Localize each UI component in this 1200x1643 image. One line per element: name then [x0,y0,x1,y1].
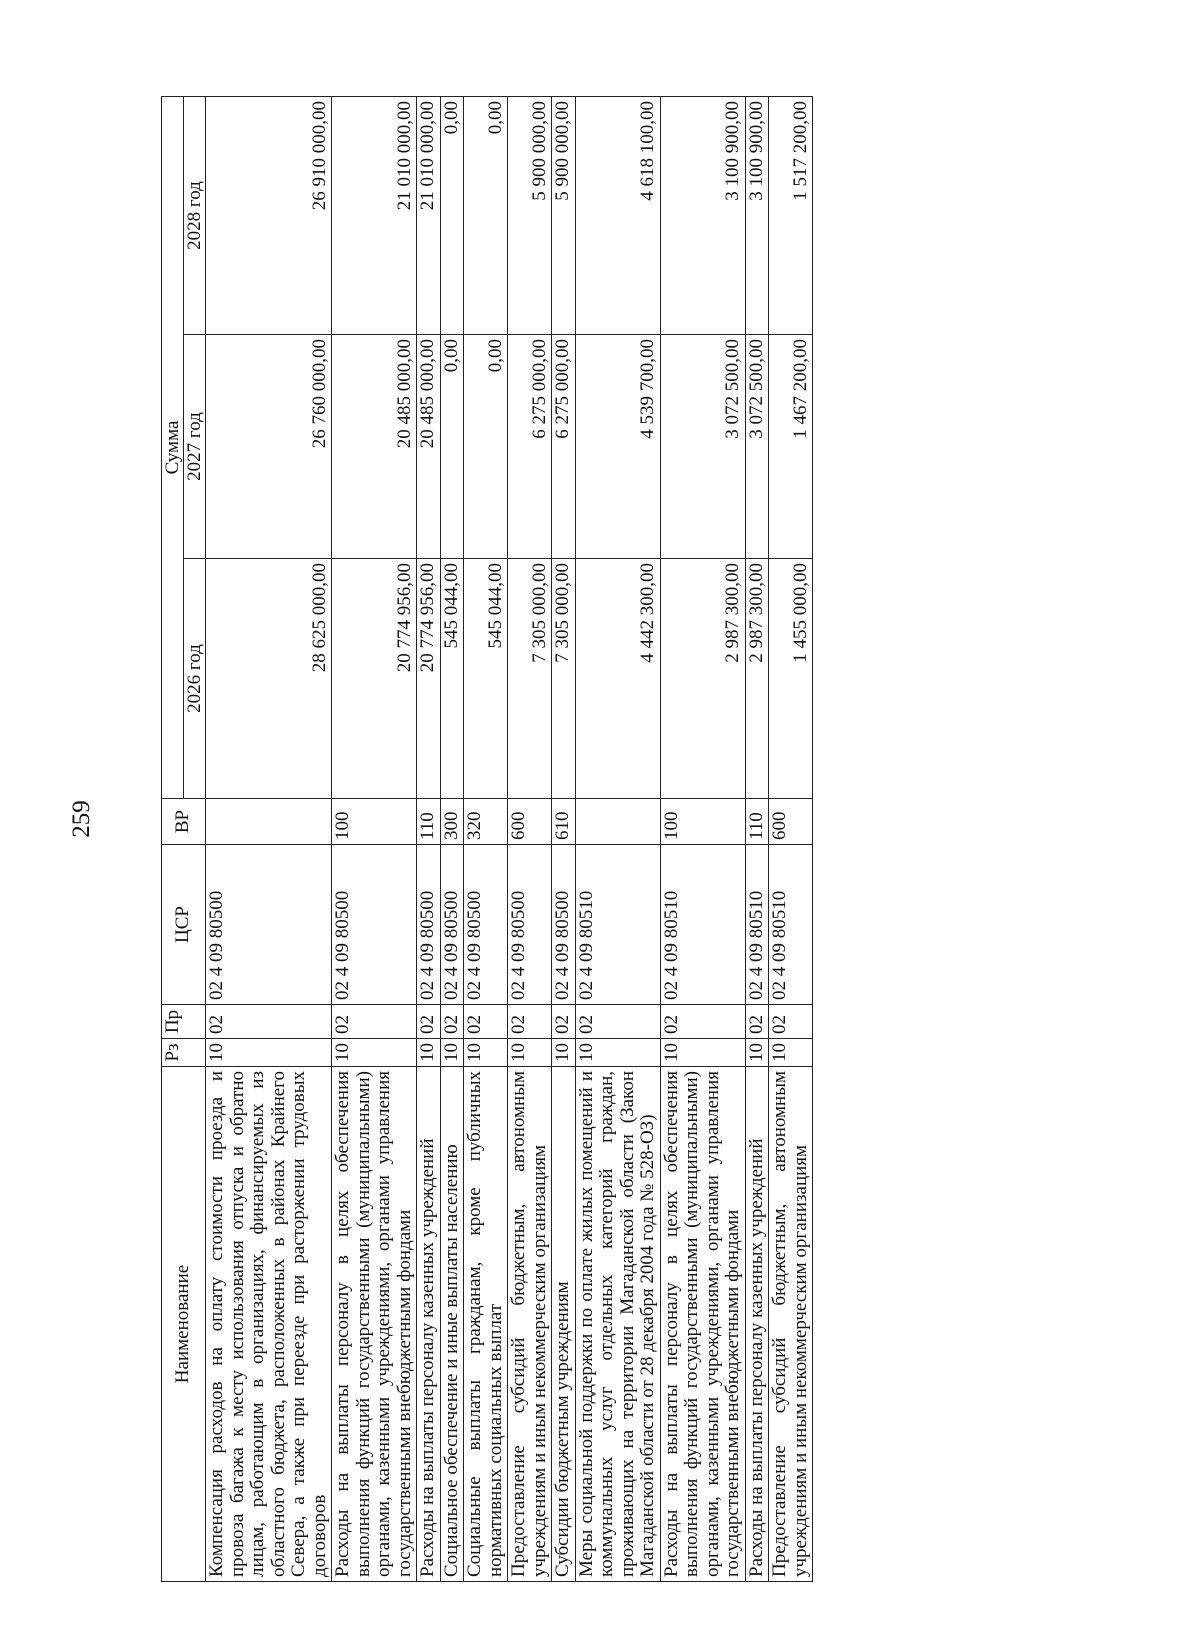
cell-csr: 02 4 09 80510 [575,845,660,1005]
cell-y2027: 0,00 [440,335,464,559]
header-row-1 [162,97,184,1582]
cell-y2028: 5 900 000,00 [508,97,552,335]
cell-vr: 300 [440,799,464,845]
header-csr: ЦСР [162,845,206,1005]
table-row [660,97,745,1582]
cell-y2028: 4 618 100,00 [575,97,660,335]
cell-vr [575,799,660,845]
cell-rz: 10 [206,1039,332,1067]
cell-y2027: 4 539 700,00 [575,335,660,559]
cell-name: Социальное обеспечение и иные выплаты населению [440,1067,464,1582]
cell-csr: 02 4 09 80510 [769,845,813,1005]
cell-y2026: 20 774 956,00 [417,559,441,799]
cell-pr: 02 [332,1005,417,1039]
table-row [769,97,813,1582]
cell-pr: 02 [660,1005,745,1039]
table-row [464,97,508,1582]
cell-y2028: 3 100 900,00 [745,97,769,335]
cell-name: Расходы на выплаты персоналу казенных учреждений [745,1067,769,1582]
cell-y2027: 6 275 000,00 [508,335,552,559]
cell-y2027: 1 467 200,00 [769,335,813,559]
cell-pr: 02 [552,1005,576,1039]
cell-y2026: 28 625 000,00 [206,559,332,799]
cell-name: Расходы на выплаты персоналу казенных учреждений [417,1067,441,1582]
table-body [206,97,813,1582]
header-rz: Рз [162,1039,206,1067]
cell-csr: 02 4 09 80500 [206,845,332,1005]
cell-csr: 02 4 09 80510 [745,845,769,1005]
cell-rz: 10 [332,1039,417,1067]
cell-rz: 10 [440,1039,464,1067]
cell-vr: 100 [332,799,417,845]
cell-y2028: 26 910 000,00 [206,97,332,335]
table-row [440,97,464,1582]
cell-y2028: 21 010 000,00 [332,97,417,335]
cell-pr: 02 [417,1005,441,1039]
cell-pr: 02 [440,1005,464,1039]
cell-name: Предоставление субсидий бюджетным, автономным учреждениям и иным некоммерческим организациям [769,1067,813,1582]
cell-y2026: 2 987 300,00 [745,559,769,799]
cell-pr: 02 [769,1005,813,1039]
header-sum: Сумма [162,97,184,799]
cell-y2026: 545 044,00 [464,559,508,799]
table-row [575,97,660,1582]
cell-vr: 110 [745,799,769,845]
cell-rz: 10 [660,1039,745,1067]
table-row [206,97,332,1582]
cell-vr: 100 [660,799,745,845]
cell-y2026: 7 305 000,00 [552,559,576,799]
table-row [508,97,552,1582]
cell-rz: 10 [508,1039,552,1067]
cell-name: Социальные выплаты гражданам, кроме публичных нормативных социальных выплат [464,1067,508,1582]
cell-y2027: 20 485 000,00 [332,335,417,559]
cell-y2026: 20 774 956,00 [332,559,417,799]
header-2026: 2026 год [184,559,206,799]
cell-vr [206,799,332,845]
cell-y2028: 1 517 200,00 [769,97,813,335]
cell-csr: 02 4 09 80500 [508,845,552,1005]
cell-rz: 10 [417,1039,441,1067]
page-number: 259 [68,800,95,838]
cell-name: Субсидии бюджетным учреждениям [552,1067,576,1582]
cell-csr: 02 4 09 80500 [464,845,508,1005]
cell-rz: 10 [464,1039,508,1067]
cell-y2028: 3 100 900,00 [660,97,745,335]
cell-pr: 02 [508,1005,552,1039]
cell-vr: 600 [769,799,813,845]
cell-rz: 10 [769,1039,813,1067]
table-row [552,97,576,1582]
cell-y2027: 0,00 [464,335,508,559]
header-name: Наименование [162,1067,206,1582]
cell-y2026: 545 044,00 [440,559,464,799]
cell-vr: 110 [417,799,441,845]
header-2027: 2027 год [184,335,206,559]
cell-y2027: 20 485 000,00 [417,335,441,559]
cell-pr: 02 [464,1005,508,1039]
table-row [332,97,417,1582]
cell-csr: 02 4 09 80500 [332,845,417,1005]
cell-y2026: 2 987 300,00 [660,559,745,799]
cell-vr: 600 [508,799,552,845]
cell-rz: 10 [745,1039,769,1067]
cell-csr: 02 4 09 80500 [440,845,464,1005]
cell-name: Расходы на выплаты персоналу в целях обеспечения выполнения функций государственными (муниципальными) органами, казенными учреждениями, органами управления государственными внебюджетными фондами [332,1067,417,1582]
cell-name: Предоставление субсидий бюджетным, автономным учреждениям и иным некоммерческим организациям [508,1067,552,1582]
cell-y2028: 0,00 [440,97,464,335]
cell-name: Меры социальной поддержки по оплате жилых помещений и коммунальных услуг отдельных категорий граждан, проживающих на территории Магаданской области (Закон Магаданской области от 28 декабря 2004 года № 528-ОЗ) [575,1067,660,1582]
cell-csr: 02 4 09 80510 [660,845,745,1005]
cell-y2028: 21 010 000,00 [417,97,441,335]
cell-y2027: 3 072 500,00 [660,335,745,559]
header-2028: 2028 год [184,97,206,335]
cell-pr: 02 [745,1005,769,1039]
table-row [745,97,769,1582]
header-vr: ВР [162,799,206,845]
cell-vr: 610 [552,799,576,845]
cell-csr: 02 4 09 80500 [417,845,441,1005]
cell-y2026: 1 455 000,00 [769,559,813,799]
cell-y2027: 26 760 000,00 [206,335,332,559]
cell-y2026: 7 305 000,00 [508,559,552,799]
cell-name: Компенсация расходов на оплату стоимости проезда и провоза багажа к месту использования отпуска и обратно лицам, работающим в организациях, финансируемых из областного бюджета, расположенных в районах Крайнего Севера, а также при переезде при расторжении трудовых договоров [206,1067,332,1582]
rotated-page [161,97,1091,1582]
header-pr: Пр [162,1005,206,1039]
table-row [417,97,441,1582]
cell-y2027: 3 072 500,00 [745,335,769,559]
cell-y2027: 6 275 000,00 [552,335,576,559]
cell-name: Расходы на выплаты персоналу в целях обеспечения выполнения функций государственными (муниципальными) органами, казенными учреждениями, органами управления государственными внебюджетными фондами [660,1067,745,1582]
cell-pr: 02 [575,1005,660,1039]
cell-vr: 320 [464,799,508,845]
budget-table [161,96,813,1582]
cell-y2028: 0,00 [464,97,508,335]
cell-y2026: 4 442 300,00 [575,559,660,799]
cell-pr: 02 [206,1005,332,1039]
cell-csr: 02 4 09 80500 [552,845,576,1005]
cell-y2028: 5 900 000,00 [552,97,576,335]
cell-rz: 10 [575,1039,660,1067]
cell-rz: 10 [552,1039,576,1067]
